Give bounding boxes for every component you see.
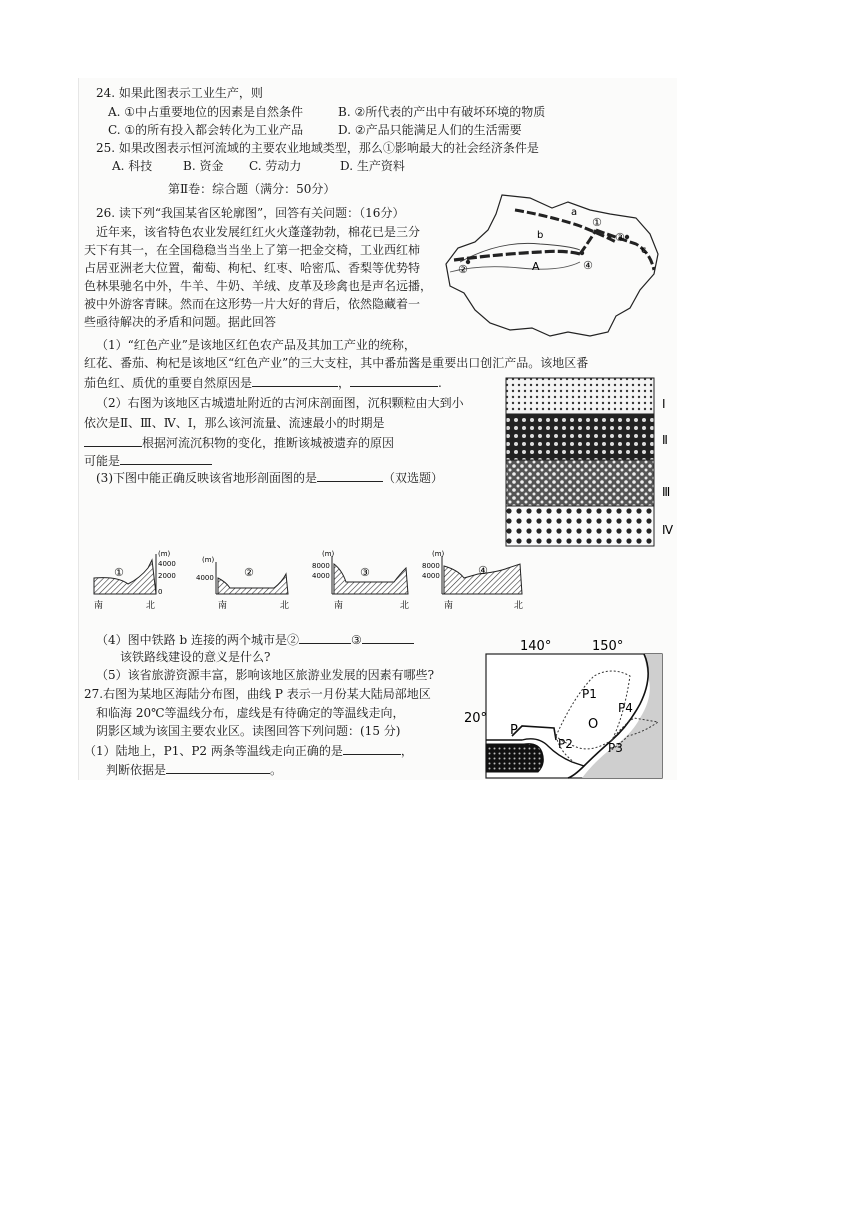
profile-tick: 4000 — [196, 574, 214, 582]
q26-part2-line1: （2）右图为该地区古城遗址附近的古河床剖面图，沉积颗粒由大到小 — [96, 396, 464, 410]
profile-number: ① — [114, 566, 124, 579]
profile-tick: 4000 — [422, 572, 440, 580]
stratum-label-4: Ⅳ — [662, 523, 674, 537]
answer-blank[interactable] — [252, 375, 338, 387]
map-label-2: ② — [458, 263, 468, 276]
q26-intro-line: 些亟待解决的矛盾和问题。据此回答 — [84, 315, 277, 329]
profile-south: 南 — [334, 601, 344, 611]
terrain-profile-4 — [422, 550, 523, 611]
q26-intro-line: 近年来，该省特色农业发展红红火火蓬蓬勃勃，棉花已是三分 — [96, 225, 421, 239]
q26-part1-line1: （1）“红色产业”是该地区红色农产品及其加工产业的统称， — [96, 338, 416, 352]
profile-tick: 2000 — [158, 572, 176, 580]
map-label-1: ① — [592, 216, 602, 229]
isotherm-label-p2: P2 — [558, 737, 573, 751]
answer-blank[interactable] — [343, 743, 401, 755]
profile-tick: 4000 — [312, 572, 330, 580]
answer-blank[interactable] — [317, 470, 383, 482]
map-label-a: a — [571, 207, 578, 218]
profile-north: 北 — [400, 601, 410, 611]
q26-intro-line: 被中外游客青睐。然而在这形势一片大好的背后，依然隐藏着一 — [84, 297, 421, 311]
profile-number: ② — [244, 566, 254, 579]
q26-stem: 26. 读下列“我国某省区轮廓图”，回答有关问题：（16分） — [96, 206, 405, 220]
map-label-c: c — [641, 245, 647, 256]
answer-blank[interactable] — [120, 453, 212, 465]
answer-blank[interactable] — [350, 375, 438, 387]
profile-unit: (m) — [158, 550, 171, 558]
isotherm-label-p4: P4 — [618, 701, 633, 715]
stratum-label-3: Ⅲ — [662, 485, 671, 499]
q27-line3: 阴影区域为该国主要农业区。读图回答下列问题：(15 分) — [96, 724, 401, 738]
map-label-A: A — [532, 260, 540, 273]
longitude-150: 150° — [592, 639, 624, 654]
city-dot — [625, 235, 629, 239]
city-dot — [608, 234, 612, 238]
profile-south: 南 — [444, 601, 454, 611]
profile-tick: 8000 — [422, 562, 440, 570]
q26-part1-line2: 红花、番茄、枸杞是该地区“红色产业”的三大支柱，其中番茄酱是重要出口创汇产品。该地区番 — [84, 356, 589, 370]
q25-option-a: A. 科技 — [112, 159, 153, 173]
q25-stem: 25. 如果改图表示恒河流域的主要农业地域类型，那么①影响最大的社会经济条件是 — [96, 141, 539, 155]
profile-unit: (m) — [202, 556, 215, 564]
q26-intro-line: 天下有其一，在全国稳稳当当坐上了第一把金交椅，工业西红柿 — [84, 243, 421, 257]
q27-line2: 和临海 20℃等温线分布，虚线是有待确定的等温线走向， — [96, 706, 405, 720]
terrain-profiles — [88, 548, 528, 612]
profile-north: 北 — [514, 601, 524, 611]
q26-part2-line2: 依次是Ⅱ、Ⅲ、Ⅳ、Ⅰ，那么该河流量、流速最小的时期是 — [84, 416, 385, 430]
profile-number: ④ — [478, 564, 488, 577]
latitude-20: 20° — [464, 711, 488, 726]
profile-tick: 0 — [158, 588, 163, 596]
q24-option-c: C. ①的所有投入都会转化为工业产品 — [108, 123, 304, 137]
q24-option-b: B. ②所代表的产出中有破坏环境的物质 — [338, 105, 546, 119]
q26-part4-line2: 该铁路线建设的意义是什么? — [120, 650, 271, 664]
q27-line1: 27.右图为某地区海陆分布图，曲线 P 表示一月份某大陆局部地区 — [84, 687, 431, 701]
profile-number: ③ — [360, 566, 370, 579]
city-dot — [580, 251, 584, 255]
q26-part4-line1: （4）图中铁路 b 连接的两个城市是② ③ — [96, 632, 414, 648]
q27-sub1: （1）陆地上，P1、P2 两条等温线走向正确的是 ， — [84, 744, 413, 758]
isotherm-label-p: P — [510, 723, 518, 738]
river-bed-section — [504, 376, 684, 548]
answer-blank[interactable] — [166, 762, 270, 774]
profile-north: 北 — [146, 601, 156, 611]
section-2-heading: 第Ⅱ卷：综合题（满分：50分） — [168, 182, 336, 196]
map-label-b: b — [537, 230, 544, 241]
stratum-label-1: Ⅰ — [662, 397, 666, 411]
q24-stem: 24. 如果此图表示工业生产，则 — [96, 86, 263, 100]
profile-tick: 4000 — [158, 560, 176, 568]
isotherm-label-p1: P1 — [582, 687, 597, 701]
profile-south: 南 — [94, 601, 104, 611]
terrain-profile-3 — [312, 550, 409, 611]
q26-intro-line: 占居亚洲老大位置，葡萄、枸杞、红枣、哈密瓜、香梨等优势特 — [84, 261, 421, 275]
longitude-140: 140° — [520, 639, 552, 654]
profile-north: 北 — [280, 601, 290, 611]
answer-blank[interactable] — [362, 632, 414, 644]
stratum-label-2: Ⅱ — [662, 433, 668, 447]
profile-south: 南 — [218, 601, 228, 611]
answer-blank[interactable] — [299, 632, 351, 644]
profile-tick: 8000 — [312, 562, 330, 570]
isotherm-label-p3: P3 — [608, 741, 623, 755]
q26-part2-line3: 根据河流沉积物的变化，推断该城被遗弃的原因 — [84, 435, 394, 451]
answer-blank[interactable] — [84, 435, 142, 447]
q25-option-b: B. 资金 — [183, 159, 224, 173]
map-label-4: ④ — [583, 259, 593, 272]
profile-unit: (m) — [322, 550, 335, 558]
q25-option-c: C. 劳动力 — [249, 159, 302, 173]
map-label-3: ③ — [615, 231, 625, 244]
q24-option-a: A. ①中占重要地位的因素是自然条件 — [108, 105, 304, 119]
q26-part3: (3)下图中能正确反映该省地形剖面图的是 （双选题） — [96, 471, 444, 485]
province-outline-map — [440, 190, 665, 340]
q25-option-d: D. 生产资料 — [340, 159, 405, 173]
q24-option-d: D. ②产品只能满足人们的生活需要 — [338, 123, 522, 137]
point-label-o: O — [588, 717, 599, 732]
terrain-profile-2 — [196, 556, 289, 611]
q26-part5: （5）该省旅游资源丰富，影响该地区旅游业发展的因素有哪些? — [96, 668, 435, 682]
q27-sub2: 判断依据是 。 — [106, 763, 283, 777]
terrain-profile-1 — [94, 550, 176, 611]
profile-unit: (m) — [432, 550, 445, 558]
q26-intro-line: 色林果驰名中外，牛羊、牛奶、羊绒、皮革及珍禽也是声名远播， — [84, 279, 433, 293]
isotherm-map — [462, 636, 672, 780]
q26-part1-line3: 茄色红、质优的重要自然原因是 ， . — [84, 376, 442, 390]
q26-part2-line4: 可能是 — [84, 453, 212, 469]
